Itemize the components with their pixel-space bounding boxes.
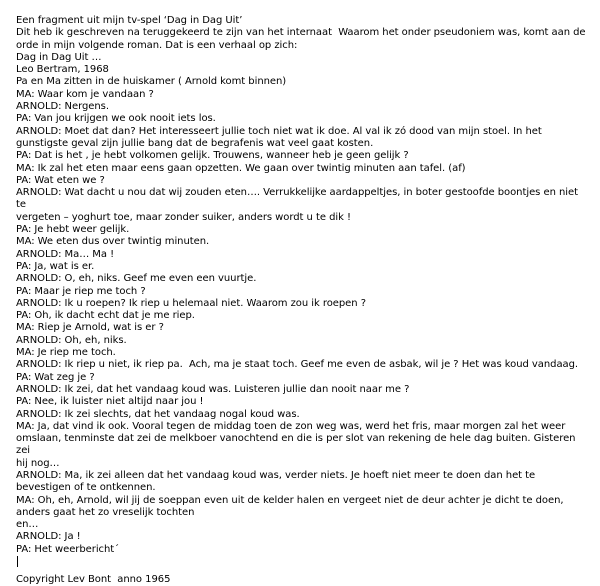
dialogue-line: PA: Maar je riep me toch ? xyxy=(16,285,146,297)
dialogue-line: vergeten – yoghurt toe, maar zonder suiker, anders wordt u te dik ! xyxy=(16,211,351,223)
dialogue-line: omslaan, tenminste dat zei de melkboer vanochtend en die is per slot van rekening de hele dag buiten. Gisteren zei xyxy=(16,433,579,457)
dialogue-line: ARNOLD: Wat dacht u nou dat wij zouden eten…. Verrukkelijke aardappeltjes, in boter gestoofde boontjes en niet te xyxy=(16,187,582,211)
dialogue-line: MA: We eten dus over twintig minuten. xyxy=(16,236,210,248)
intro-line: Leo Bertram, 1968 xyxy=(16,64,109,76)
dialogue-line: hij nog… xyxy=(16,457,60,469)
dialogue-line: ARNOLD: Ma, ik zei alleen dat het vandaag koud was, verder niets. Je hoeft niet meer te doen dan het te xyxy=(16,469,536,481)
dialogue-line: ARNOLD: Ik u roepen? Ik riep u helemaal niet. Waarom zou ik roepen ? xyxy=(16,297,366,309)
dialogue-line: anders gaat het zo vreselijk tochten xyxy=(16,506,195,518)
dialogue-line: ARNOLD: O, eh, niks. Geef me even een vuurtje. xyxy=(16,273,257,285)
dialogue-line: MA: Je riep me toch. xyxy=(16,347,116,359)
dialogue-line: MA: Oh, eh, Arnold, wil jij de soeppan even uit de kelder halen en vergeet niet de deur achter je dicht te doen, xyxy=(16,494,564,506)
dialogue-line: PA: Je hebt weer gelijk. xyxy=(16,224,130,236)
dialogue-line: MA: Ja, dat vind ik ook. Vooral tegen de middag toen de zon weg was, werd het fris, maar morgen zal het weer xyxy=(16,420,566,432)
text-cursor xyxy=(17,556,18,567)
dialogue-line: PA: Ja, wat is er. xyxy=(16,260,95,272)
dialogue-line: ARNOLD: Nergens. xyxy=(16,101,109,113)
dialogue-line: MA: Riep je Arnold, wat is er ? xyxy=(16,322,164,334)
dialogue-block xyxy=(16,89,590,556)
dialogue-line: bevestigen of te ontkennen. xyxy=(16,482,156,494)
dialogue-line: PA: Nee, ik luister niet altijd naar jou ! xyxy=(16,396,204,408)
dialogue-line: en… xyxy=(16,519,39,531)
dialogue-line: gunstigste geval zijn jullie bang dat de begrafenis wat veel gaat kosten. xyxy=(16,137,374,149)
dialogue-line: ARNOLD: Moet dat dan? Het interesseert jullie toch niet wat ik doe. Al val ik zó dood van mijn stoel. In het xyxy=(16,125,542,137)
dialogue-line: ARNOLD: Ik riep u niet, ik riep pa. Ach, ma je staat toch. Geef me even de asbak, wil je ? Het was koud vandaag. xyxy=(16,359,579,371)
dialogue-line: PA: Oh, ik dacht echt dat je me riep. xyxy=(16,310,195,322)
dialogue-line: ARNOLD: Ma… Ma ! xyxy=(16,248,115,260)
dialogue-line: ARNOLD: Ik zei, dat het vandaag koud was. Luisteren jullie dan nooit naar me ? xyxy=(16,383,410,395)
intro-line: Pa en Ma zitten in de huiskamer ( Arnold komt binnen) xyxy=(16,76,287,88)
intro-line: orde in mijn volgende roman. Dat is een verhaal op zich: xyxy=(16,39,298,51)
dialogue-line: PA: Wat zeg je ? xyxy=(16,371,95,383)
dialogue-line: PA: Wat eten we ? xyxy=(16,174,105,186)
dialogue-line: PA: Het weerbericht´ xyxy=(16,543,120,555)
intro-block xyxy=(16,15,590,89)
intro-line: Dit heb ik geschreven na teruggekeerd te zijn van het internaat Waarom het onder pseudoniem was, komt aan de xyxy=(16,27,586,39)
dialogue-line: ARNOLD: Oh, eh, niks. xyxy=(16,334,127,346)
dialogue-line: PA: Van jou krijgen we ook nooit iets los. xyxy=(16,113,216,125)
dialogue-line: PA: Dat is het , je hebt volkomen gelijk. Trouwens, wanneer heb je geen gelijk ? xyxy=(16,150,409,162)
intro-line: Een fragment uit mijn tv-spel ‘Dag in Dag Uit’ xyxy=(16,15,243,26)
dialogue-line: MA: Ik zal het eten maar eens gaan opzetten. We gaan over twintig minuten aan tafel. (af) xyxy=(16,162,466,174)
copyright-line: Copyright Lev Bont anno 1965 xyxy=(16,574,171,586)
intro-line: Dag in Dag Uit … xyxy=(16,51,102,63)
dialogue-line: ARNOLD: Ik zei slechts, dat het vandaag nogal koud was. xyxy=(16,408,300,420)
dialogue-line: MA: Waar kom je vandaan ? xyxy=(16,88,154,100)
dialogue-line: ARNOLD: Ja ! xyxy=(16,531,81,543)
